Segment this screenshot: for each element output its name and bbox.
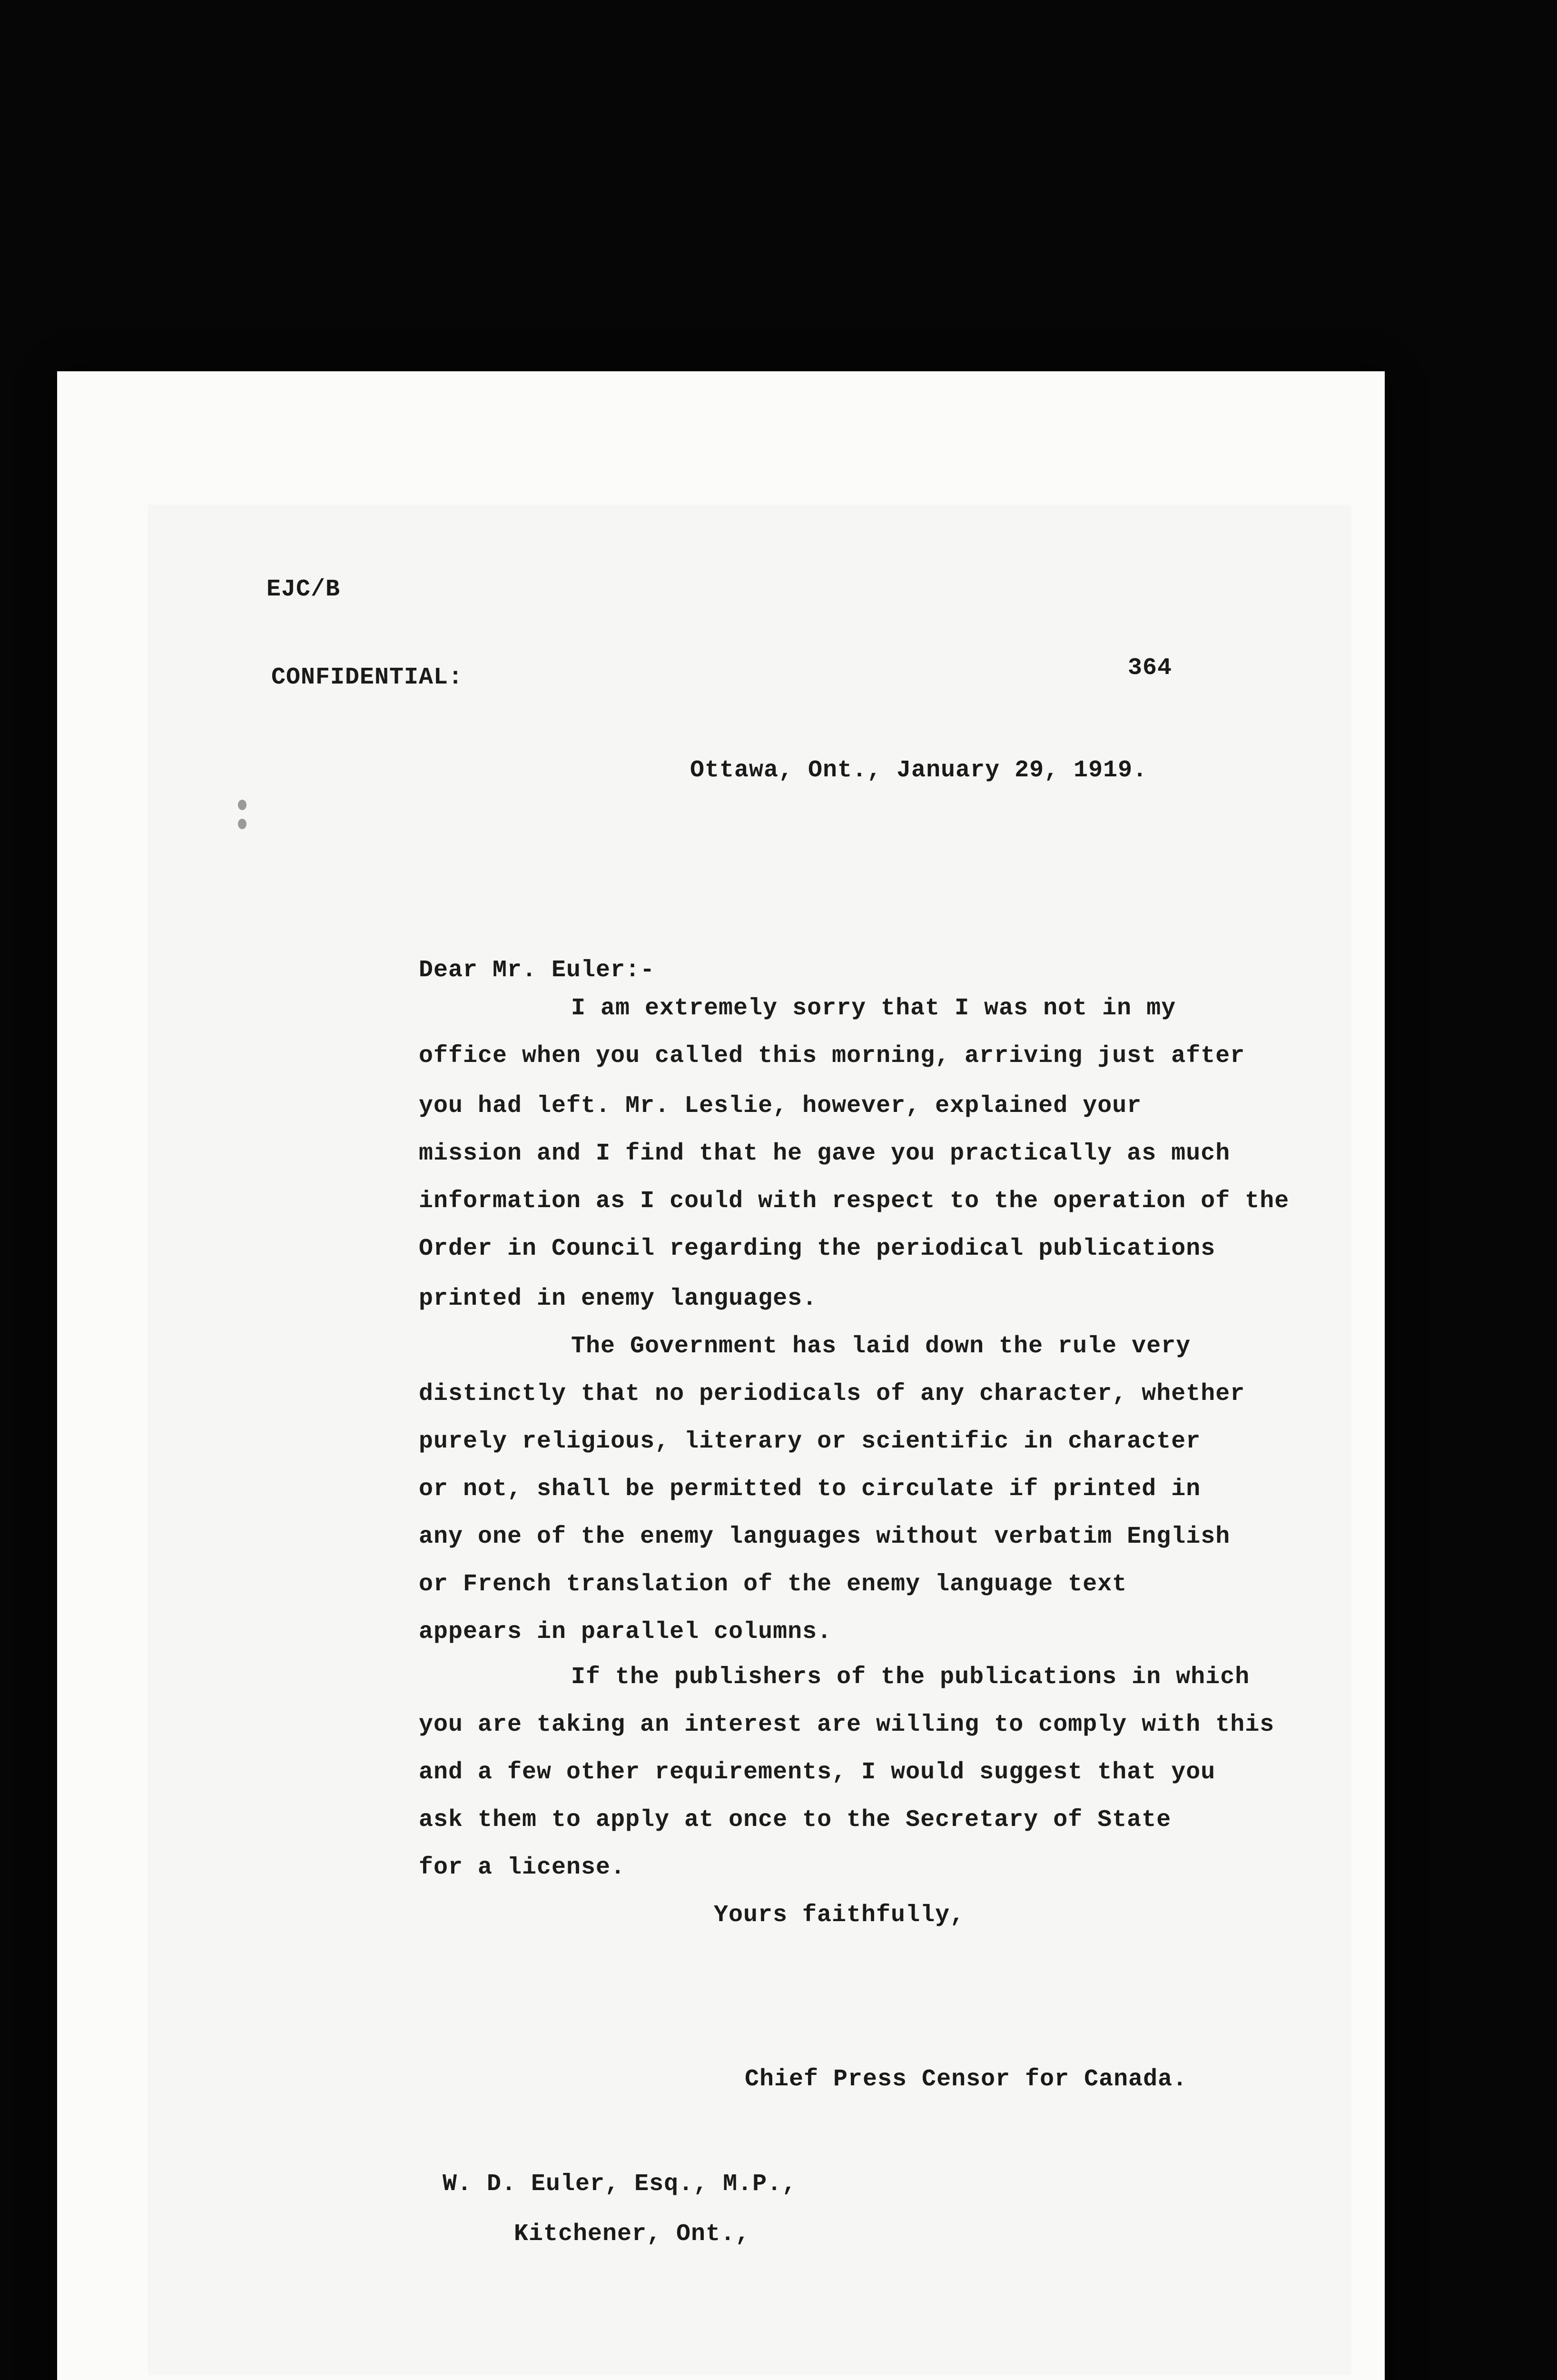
body-line: purely religious, literary or scientific in character: [419, 1428, 1201, 1455]
body-line: any one of the enemy languages without verbatim English: [419, 1523, 1231, 1550]
closing: Yours faithfully,: [714, 1902, 965, 1929]
punch-hole-mark: [238, 800, 246, 810]
dateline: Ottawa, Ont., January 29, 1919.: [690, 757, 1148, 784]
body-line: for a license.: [419, 1854, 626, 1881]
file-number: 364: [1128, 654, 1173, 682]
punch-hole-mark: [238, 819, 246, 829]
confidential-label: CONFIDENTIAL:: [271, 664, 463, 691]
body-line: Order in Council regarding the periodical publications: [419, 1235, 1216, 1262]
body-line: office when you called this morning, arriving just after: [419, 1042, 1245, 1070]
salutation: Dear Mr. Euler:-: [419, 957, 655, 984]
body-line: information as I could with respect to the operation of the: [419, 1188, 1290, 1215]
body-line: you had left. Mr. Leslie, however, explained your: [419, 1092, 1142, 1120]
body-line: or not, shall be permitted to circulate if printed in: [419, 1476, 1201, 1503]
body-line: you are taking an interest are willing to comply with this: [419, 1711, 1275, 1738]
body-line: or French translation of the enemy language text: [419, 1571, 1127, 1598]
reference-initials: EJC/B: [266, 576, 341, 603]
body-line: distinctly that no periodicals of any character, whether: [419, 1380, 1245, 1408]
body-line: If the publishers of the publications in which: [571, 1664, 1250, 1691]
body-line: I am extremely sorry that I was not in my: [571, 995, 1176, 1022]
body-line: and a few other requirements, I would suggest that you: [419, 1759, 1216, 1786]
addressee-name: W. D. Euler, Esq., M.P.,: [443, 2171, 797, 2198]
addressee-city: Kitchener, Ont.,: [514, 2221, 750, 2248]
body-line: The Government has laid down the rule very: [571, 1333, 1191, 1360]
body-line: ask them to apply at once to the Secretary of State: [419, 1806, 1172, 1834]
body-line: printed in enemy languages.: [419, 1285, 818, 1312]
body-line: mission and I find that he gave you practically as much: [419, 1140, 1231, 1167]
signature-title: Chief Press Censor for Canada.: [745, 2066, 1188, 2093]
body-line: appears in parallel columns.: [419, 1618, 832, 1646]
